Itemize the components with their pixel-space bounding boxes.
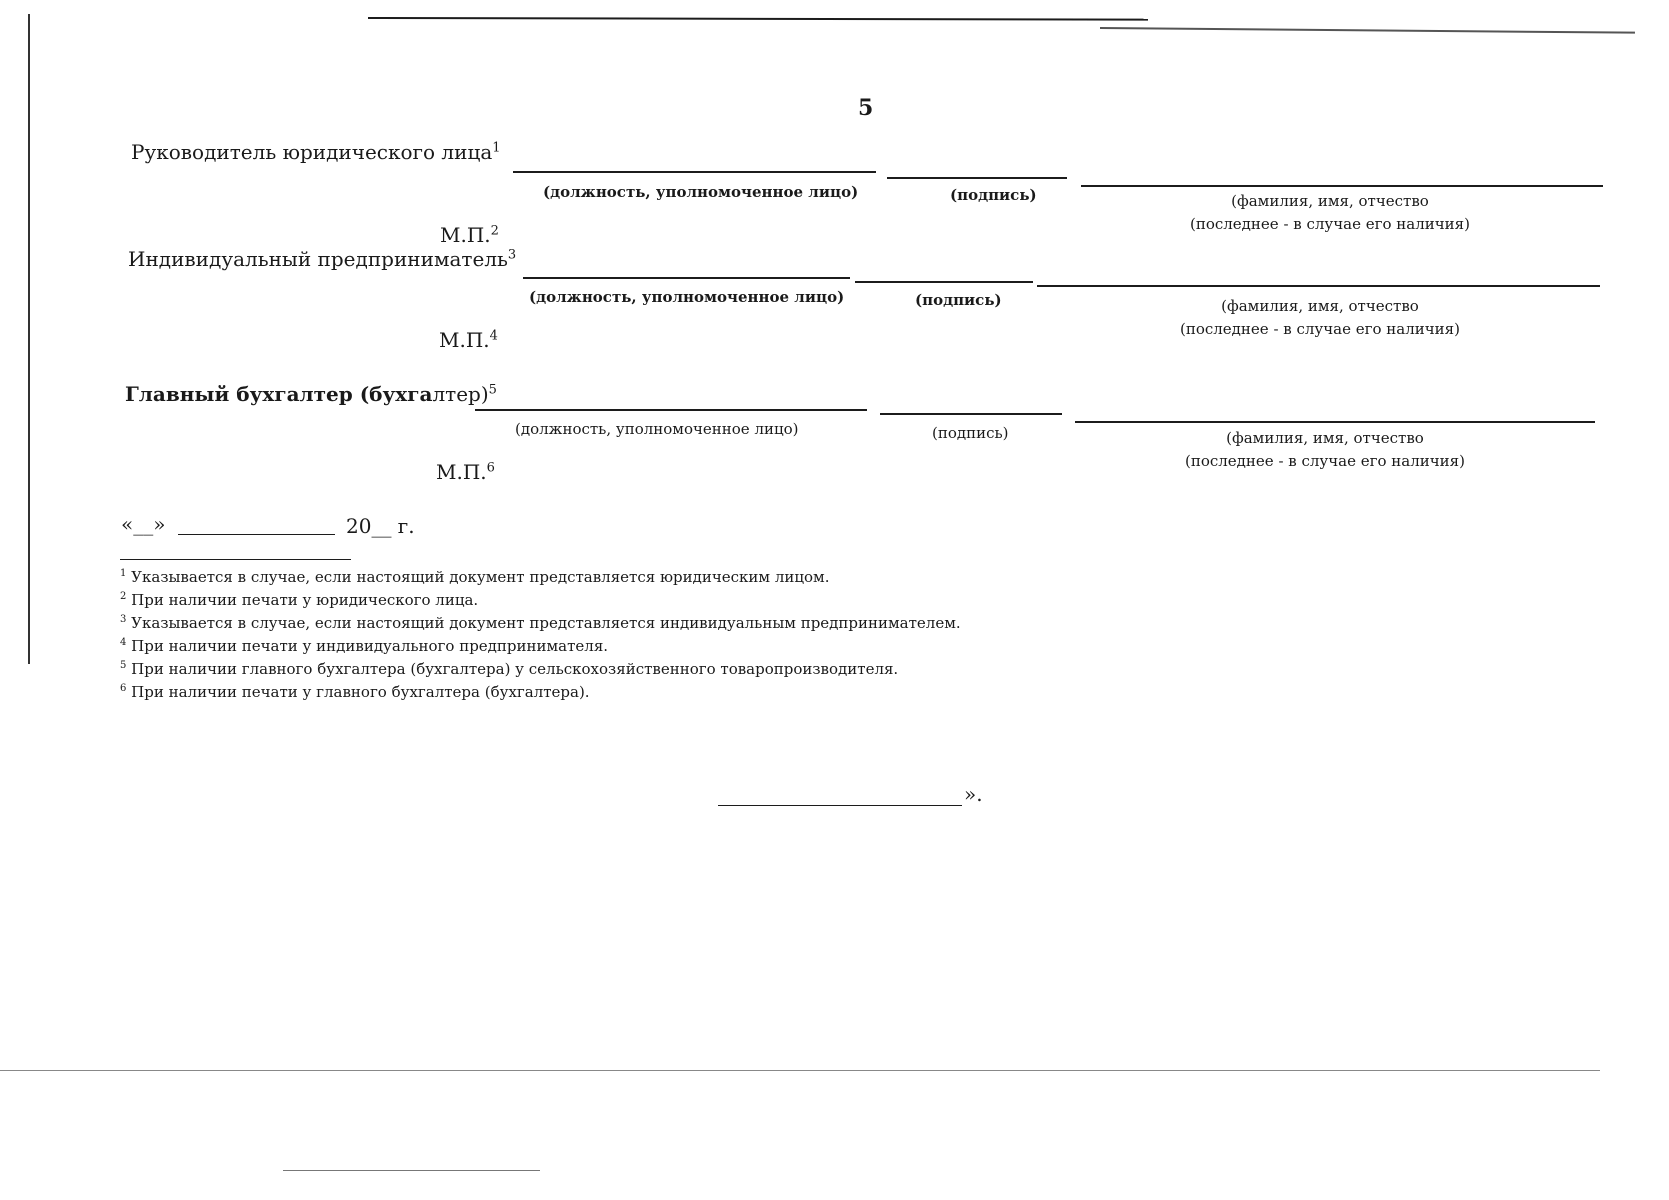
block2-note-mark: 3 bbox=[507, 247, 517, 263]
block3-cap-position: (должность, уполномоченное лицо) bbox=[515, 420, 799, 438]
block1-name-line bbox=[1081, 185, 1603, 187]
block2-cap-name-1: (фамилия, имя, отчество bbox=[1221, 297, 1419, 315]
date-open: «__» bbox=[121, 512, 166, 536]
block2-cap-name-2: (последнее - в случае его наличия) bbox=[1180, 320, 1460, 338]
block1-stamp-mark: 2 bbox=[490, 223, 499, 239]
block1-stamp bbox=[440, 223, 499, 247]
footnote-4 bbox=[120, 637, 608, 655]
block3-stamp bbox=[436, 460, 495, 484]
scan-top-border bbox=[368, 17, 1148, 21]
block3-label-rest: лтер) bbox=[432, 382, 489, 406]
block1-label bbox=[131, 140, 501, 164]
footnote-separator bbox=[120, 559, 351, 560]
footnote-1 bbox=[120, 568, 830, 586]
closing-quote: ». bbox=[964, 782, 983, 806]
block3-cap-signature: (подпись) bbox=[932, 424, 1009, 442]
footnote-1-mark: 1 bbox=[120, 568, 127, 579]
footnote-1-text: Указывается в случае, если настоящий документ представляется юридическим лицом. bbox=[131, 568, 830, 586]
block3-note-mark: 5 bbox=[488, 382, 497, 398]
scan-left-border bbox=[28, 14, 30, 664]
block3-cap-name-2: (последнее - в случае его наличия) bbox=[1185, 452, 1465, 470]
scan-bottom-stroke bbox=[283, 1170, 540, 1171]
page-number: 5 bbox=[858, 95, 874, 121]
block2-position-line bbox=[523, 277, 850, 279]
block3-name-line bbox=[1075, 421, 1595, 423]
block3-label-bold: Главный бухгалтер (бухга bbox=[125, 382, 433, 406]
date-month-line bbox=[178, 534, 335, 535]
block2-cap-position: (должность, уполномоченное лицо) bbox=[529, 288, 845, 306]
block2-name-line bbox=[1037, 285, 1600, 287]
block2-label-text: Индивидуальный предприниматель bbox=[128, 247, 508, 271]
block2-signature-line bbox=[855, 281, 1033, 283]
footnote-3-text: Указывается в случае, если настоящий документ представляется индивидуальным предпринимателем. bbox=[131, 614, 961, 632]
footnote-5-text: При наличии главного бухгалтера (бухгалтера) у сельскохозяйственного товаропроизводителя. bbox=[131, 660, 899, 678]
footnote-2 bbox=[120, 591, 478, 609]
block3-position-line bbox=[475, 409, 867, 411]
footnote-4-mark: 4 bbox=[120, 637, 127, 648]
footnote-5 bbox=[120, 660, 898, 678]
block1-label-text: Руководитель юридического лица bbox=[131, 140, 493, 164]
block2-cap-signature: (подпись) bbox=[915, 291, 1002, 309]
scan-top-border-right bbox=[1100, 27, 1635, 34]
block3-stamp-text: М.П. bbox=[436, 460, 487, 484]
block3-signature-line bbox=[880, 413, 1062, 415]
block1-note-mark: 1 bbox=[492, 140, 501, 156]
block1-signature-line bbox=[887, 177, 1067, 179]
closing-blank-line bbox=[718, 805, 962, 806]
block1-cap-signature: (подпись) bbox=[950, 186, 1037, 204]
footnote-5-mark: 5 bbox=[120, 660, 127, 671]
block2-stamp bbox=[439, 328, 498, 352]
footnote-2-text: При наличии печати у юридического лица. bbox=[131, 591, 479, 609]
date-year: 20__ г. bbox=[346, 514, 415, 538]
footnote-2-mark: 2 bbox=[120, 591, 127, 602]
footnote-4-text: При наличии печати у индивидуального предпринимателя. bbox=[131, 637, 609, 655]
block1-position-line bbox=[513, 171, 876, 173]
block3-cap-name-1: (фамилия, имя, отчество bbox=[1226, 429, 1424, 447]
block2-label bbox=[128, 247, 516, 271]
footnote-3 bbox=[120, 614, 961, 632]
footnote-6-mark: 6 bbox=[120, 683, 127, 694]
block3-label bbox=[125, 382, 497, 406]
block1-stamp-text: М.П. bbox=[440, 223, 491, 247]
footnote-6-text: При наличии печати у главного бухгалтера (бухгалтера). bbox=[131, 683, 590, 701]
block1-cap-position: (должность, уполномоченное лицо) bbox=[543, 183, 859, 201]
block2-stamp-text: М.П. bbox=[439, 328, 490, 352]
footnote-6 bbox=[120, 683, 590, 701]
footnote-3-mark: 3 bbox=[120, 614, 127, 625]
scan-bottom-border bbox=[0, 1070, 1600, 1071]
block1-cap-name-2: (последнее - в случае его наличия) bbox=[1190, 215, 1470, 233]
block2-stamp-mark: 4 bbox=[489, 328, 498, 344]
block1-cap-name-1: (фамилия, имя, отчество bbox=[1231, 192, 1429, 210]
block3-stamp-mark: 6 bbox=[486, 460, 495, 476]
